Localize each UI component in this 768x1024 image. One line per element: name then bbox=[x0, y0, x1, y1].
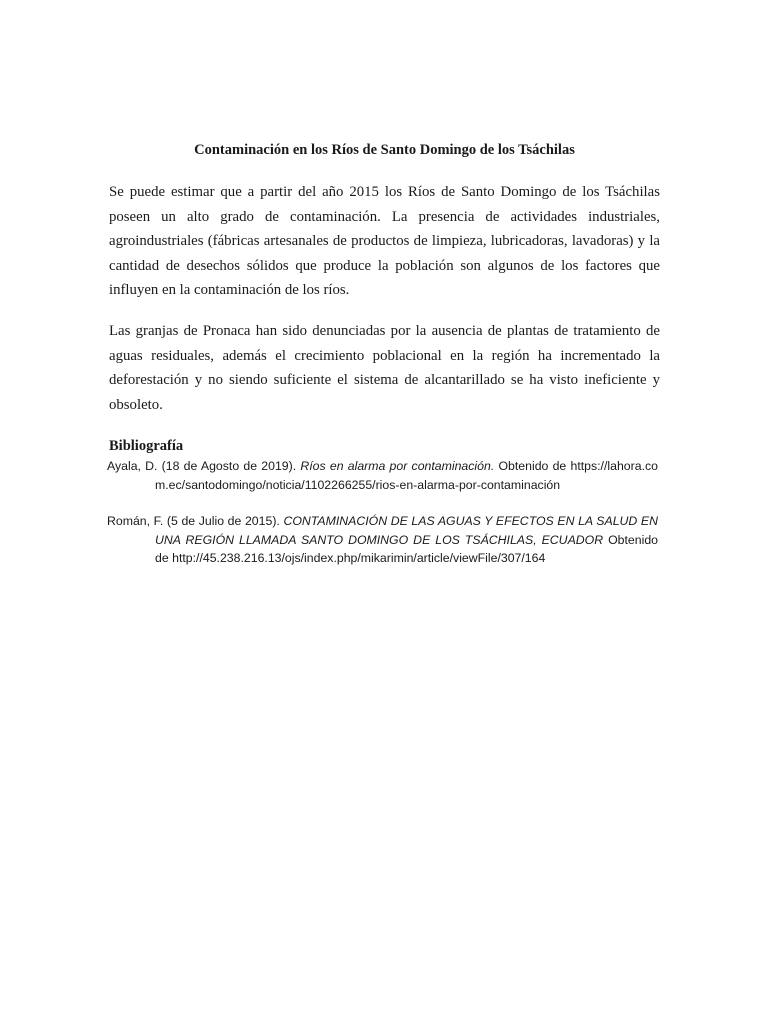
reference-title: CONTAMINACIÓN DE LAS AGUAS Y EFECTOS EN LA SALUD EN UNA REGIÓN LLAMADA SANTO DOMINGO DE LOS TSÁCHILAS, ECUADOR bbox=[155, 514, 659, 547]
reference-retrieved-label: Obtenido de bbox=[494, 459, 571, 474]
reference-url: https://lahora.com.ec/santodomingo/noticia/1102266255/rios-en-alarma-por-contaminación bbox=[155, 459, 658, 492]
reference-author-date: Román, F. (5 de Julio de 2015). bbox=[107, 514, 284, 529]
bibliography-entry-ayala bbox=[107, 457, 658, 494]
paragraph-2: Las granjas de Pronaca han sido denunciadas por la ausencia de plantas de tratamiento de aguas residuales, además el crecimiento poblacional en la región ha incrementado la deforestación y no siendo suficiente el sistema de alcantarillado se ha visto ineficiente y obsoleto. bbox=[109, 322, 660, 413]
reference-title: Ríos en alarma por contaminación. bbox=[300, 459, 495, 474]
bibliography-entry-roman bbox=[107, 512, 658, 568]
reference-author-date: Ayala, D. (18 de Agosto de 2019). bbox=[107, 459, 301, 474]
document-title: Contaminación en los Ríos de Santo Domingo de los Tsáchilas bbox=[194, 142, 575, 158]
document-body bbox=[109, 140, 660, 586]
reference-retrieved-label: Obtenido de bbox=[155, 532, 658, 566]
paragraph-1: Se puede estimar que a partir del año 2015 los Ríos de Santo Domingo de los Tsáchilas poseen un alto grado de contaminación. La presencia de actividades industriales, agroindustriales (fábricas artesanales de productos de limpieza, lubricadoras, lavadoras) y la cantidad de desechos sólidos que produce la población son algunos de los factores que influyen en la contaminación de los ríos. bbox=[109, 184, 660, 299]
reference-url: http://45.238.216.13/ojs/index.php/mikarimin/article/viewFile/307/164 bbox=[172, 551, 546, 566]
bibliography-heading: Bibliografía bbox=[109, 438, 184, 455]
bibliography-list bbox=[109, 457, 660, 568]
